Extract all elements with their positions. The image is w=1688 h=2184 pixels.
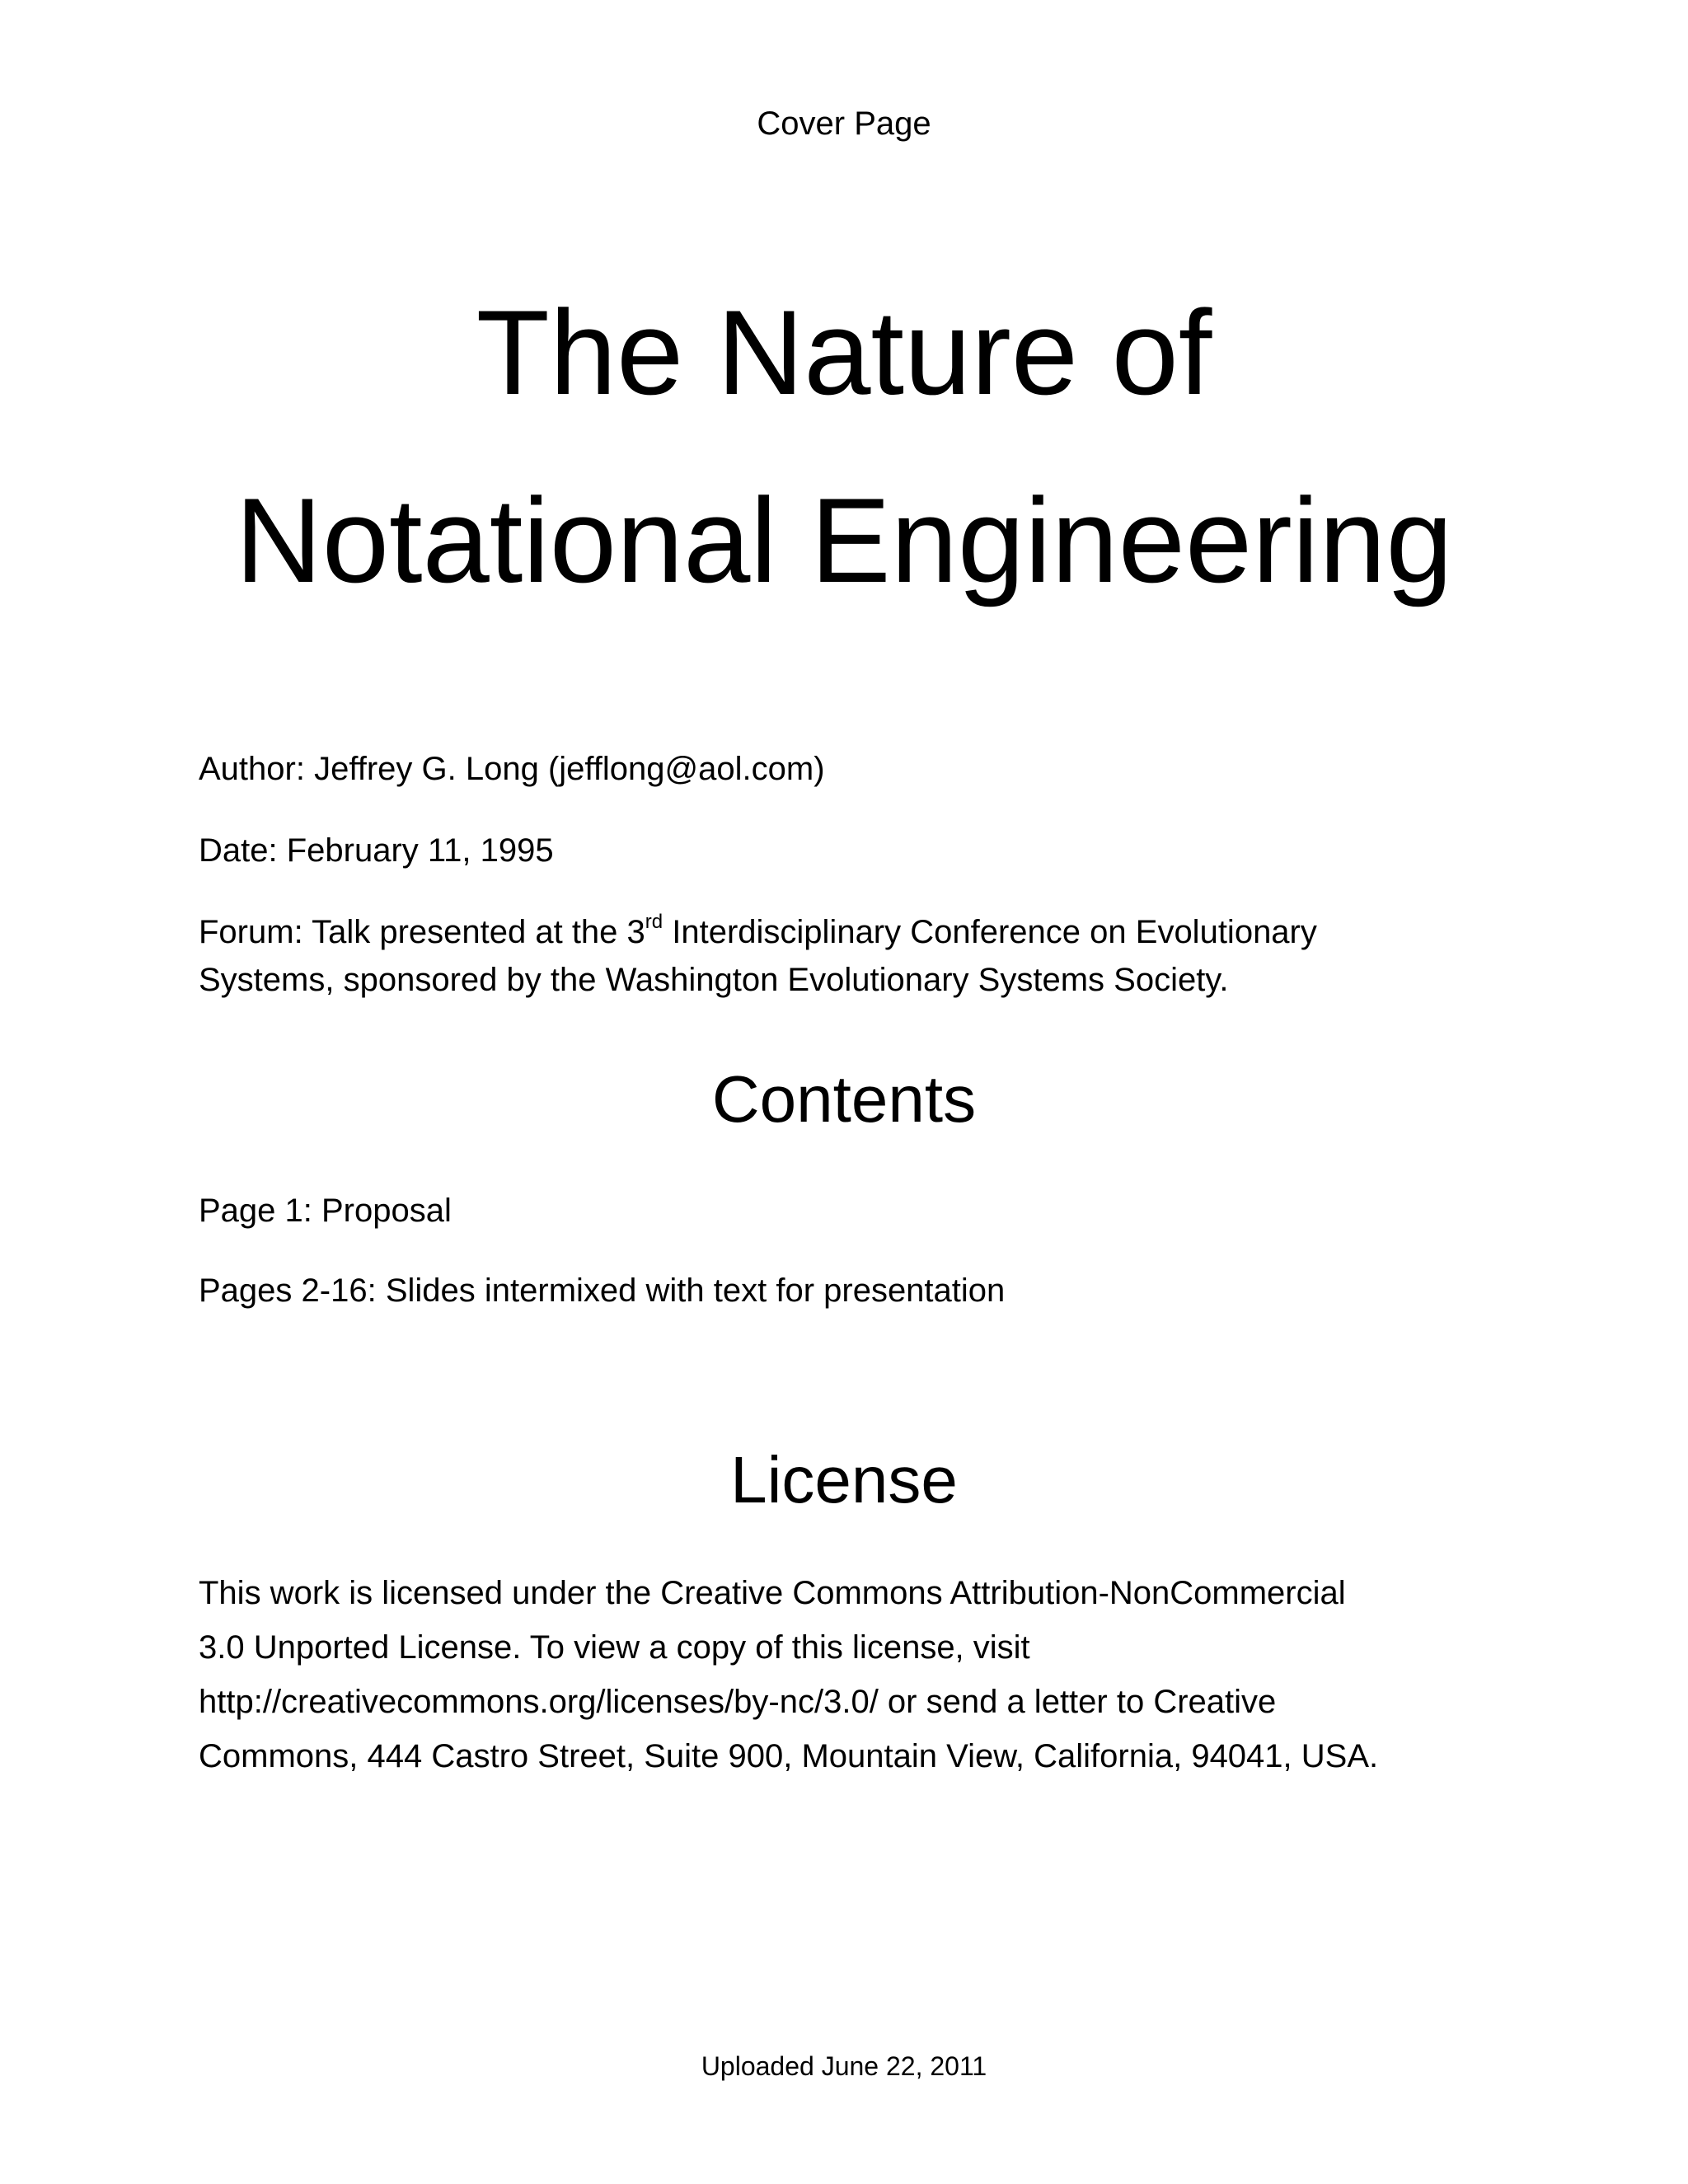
license-heading: License <box>730 1443 958 1516</box>
license-paragraph <box>199 1566 1501 1783</box>
license-line: Commons, 444 Castro Street, Suite 900, Mountain View, California, 94041, USA. <box>199 1738 1379 1774</box>
license-line: This work is licensed under the Creative Commons Attribution-NonCommercial <box>199 1575 1346 1611</box>
license-line: 3.0 Unported License. To view a copy of this license, visit <box>199 1629 1030 1666</box>
document-title-line-1: The Nature of <box>476 285 1212 419</box>
date-line: Date: February 11, 1995 <box>199 832 554 869</box>
contents-item: Pages 2-16: Slides intermixed with text for presentation <box>199 1272 1006 1309</box>
page-header-label: Cover Page <box>757 105 931 142</box>
forum-line-1 <box>199 908 1501 956</box>
upload-date-footer: Uploaded June 22, 2011 <box>701 2051 987 2081</box>
license-line: http://creativecommons.org/licenses/by-nc/3.0/ or send a letter to Creative <box>199 1684 1277 1720</box>
author-line: Author: Jeffrey G. Long (jefflong@aol.com) <box>199 751 825 787</box>
document-title-line-2: Notational Engineering <box>235 473 1453 607</box>
forum-line-2: Systems, sponsored by the Washington Evolutionary Systems Society. <box>199 962 1229 998</box>
forum-prefix: Forum: Talk presented at the 3 <box>199 914 645 950</box>
forum-paragraph <box>199 908 1501 1004</box>
contents-item: Page 1: Proposal <box>199 1193 452 1229</box>
forum-ordinal-superscript: rd <box>645 911 663 933</box>
contents-heading: Contents <box>711 1062 977 1136</box>
forum-rest: Interdisciplinary Conference on Evolutionary <box>663 914 1317 950</box>
